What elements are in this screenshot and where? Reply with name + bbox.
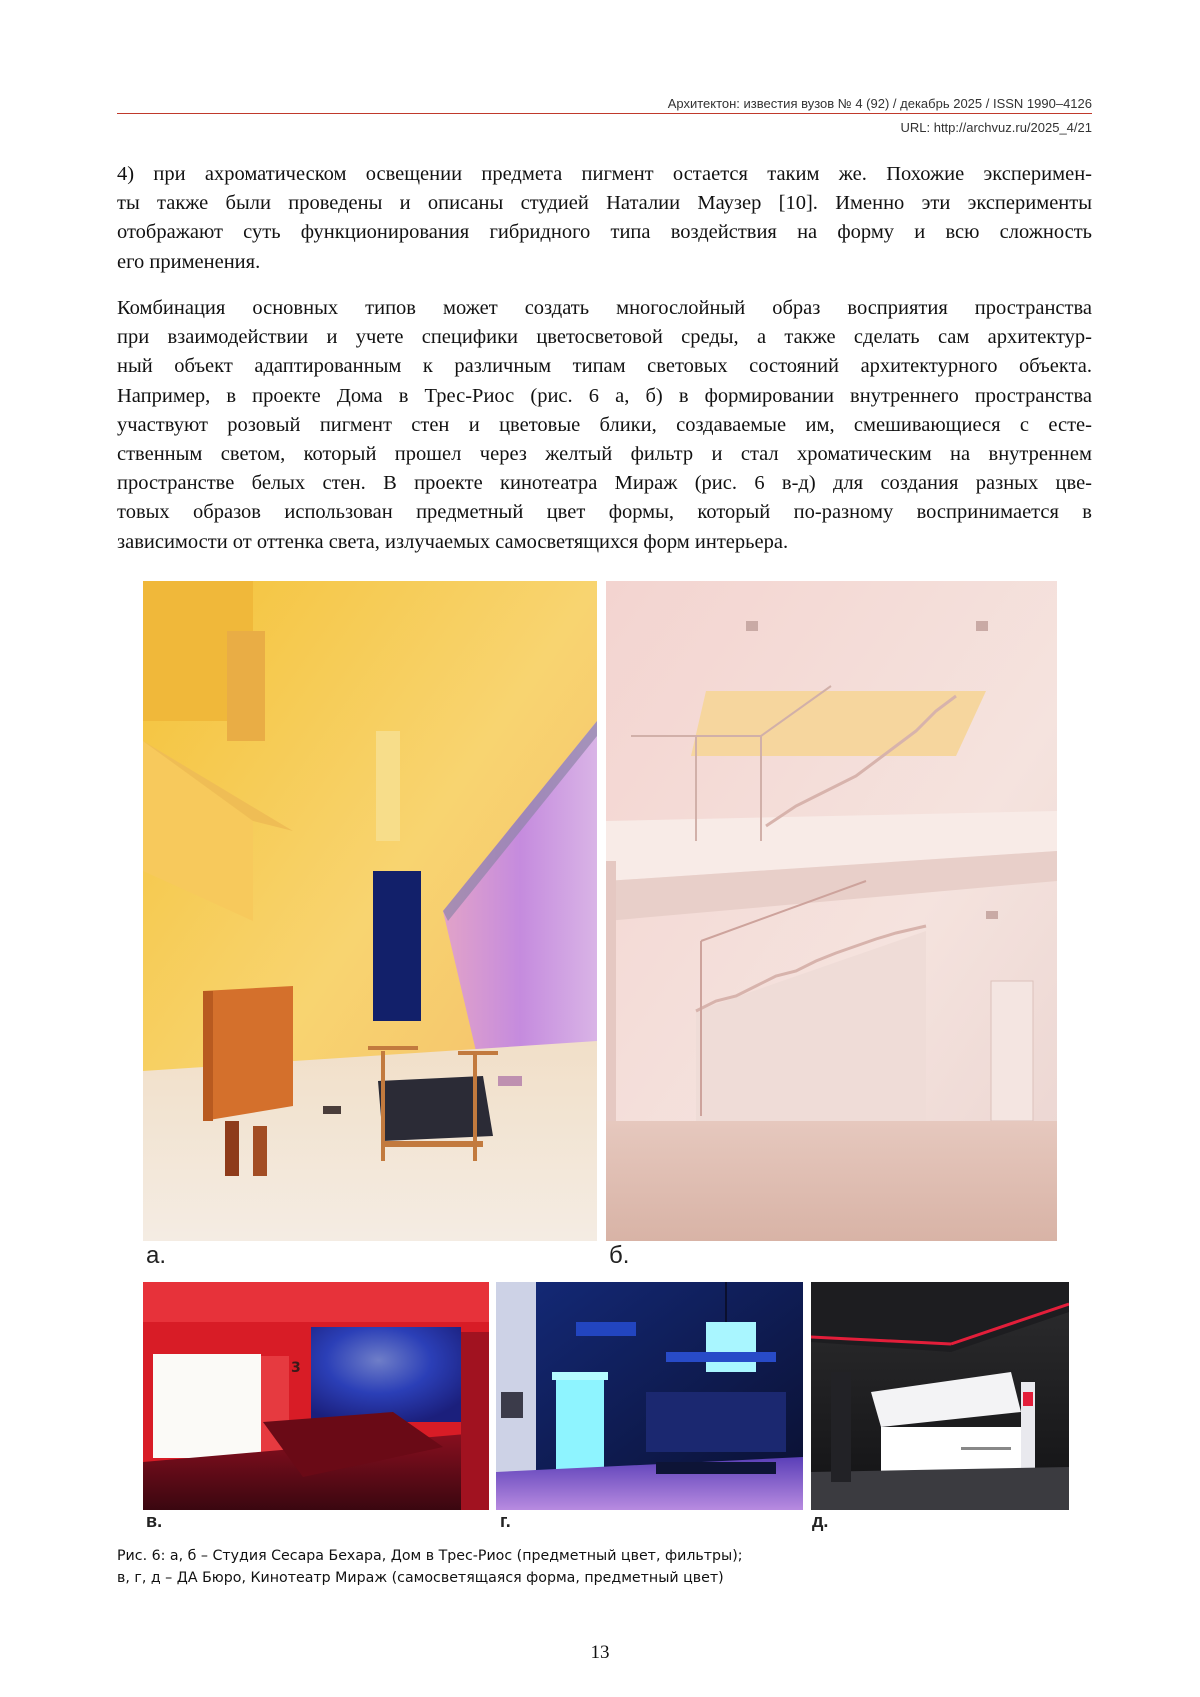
figure-label-g: г. [500, 1511, 511, 1531]
text-line: товых образов использован предметный цвет формы, который по-разному воспринимается в [117, 501, 1092, 524]
text-line: 4) при ахроматическом освещении предмета пигмент остается таким же. Похожие эксперимен- [117, 163, 1092, 185]
page-number: 13 [590, 1642, 610, 1663]
photo-v-mirage-cinema-red [143, 1282, 489, 1510]
text-line: ный объект адаптированным к различным типам световых состояний архитектурного объекта. [117, 355, 1092, 378]
photo-d-mirage-cinema-lobby [811, 1282, 1069, 1510]
text-line: Комбинация основных типов может создать многослойный образ восприятия пространства [117, 297, 1092, 319]
caption-line: Рис. 6: а, б – Студия Сесара Бехара, Дом в Трес-Риос (предметный цвет, фильтры); [117, 1548, 743, 1564]
text-line: зависимости от оттенка света, излучаемых самосветящихся форм интерьера. [117, 530, 789, 553]
text-line: Например, в проекте Дома в Трес-Риос (рис. 6 а, б) в формировании внутреннего пространства [117, 384, 1092, 407]
figure-label-a: а. [146, 1242, 167, 1269]
text-line: при взаимодействии и учете специфики цветосветовой среды, а также сделать сам архитектур- [117, 326, 1092, 349]
paragraph-1 [117, 160, 1092, 277]
photo-g-mirage-cinema-blue [496, 1282, 803, 1510]
wall-sign-number: 3 [291, 1360, 301, 1376]
caption-line: в, г, д – ДА Бюро, Кинотеатр Мираж (самосветящаяся форма, предметный цвет) [117, 1570, 724, 1586]
text-line: участвуют розовый пигмент стен и цветовые блики, создаваемые им, смешивающиеся с есте- [117, 413, 1092, 436]
header-divider [117, 113, 1092, 114]
figure-caption [117, 1545, 1092, 1589]
text-line: ты также были проведены и описаны студией Наталии Маузер [10]. Именно эти эксперименты [117, 192, 1092, 215]
paragraph-2 [117, 294, 1092, 557]
figure-label-b: б. [609, 1242, 630, 1269]
photo-a-tres-rios-interior [143, 581, 597, 1241]
journal-header: Архитектон: известия вузов № 4 (92) / декабрь 2025 / ISSN 1990–4126 [667, 96, 1092, 111]
article-url[interactable]: URL: http://archvuz.ru/2025_4/21 [900, 120, 1092, 135]
figure-label-d: д. [812, 1511, 829, 1531]
photo-b-tres-rios-staircase [606, 581, 1057, 1241]
text-line: пространстве белых стен. В проекте кинотеатра Мираж (рис. 6 в-д) для создания разных цве- [117, 472, 1092, 495]
figure-label-v: в. [146, 1511, 163, 1531]
text-line: ственным светом, который прошел через желтый фильтр и стал хроматическим на внутреннем [117, 443, 1092, 466]
text-line: его применения. [117, 250, 261, 273]
text-line: отображают суть функционирования гибридного типа воздействия на форму и всю сложность [117, 221, 1092, 244]
